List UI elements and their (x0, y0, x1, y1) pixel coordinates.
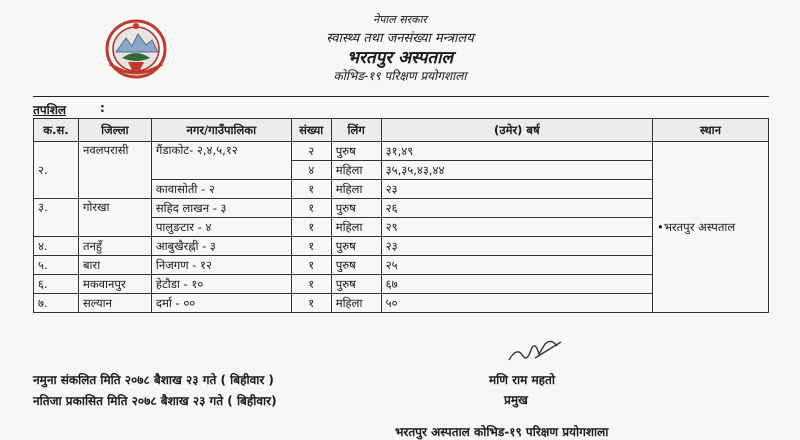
row-district: मकवानपुर (78, 275, 151, 294)
row-sn: ४. (34, 237, 79, 256)
handwritten-signature (505, 334, 565, 366)
row-district: तनहुँ (78, 237, 151, 256)
row-count: १ (291, 180, 331, 199)
row-count: २ (291, 142, 331, 161)
row-gender: पुरुष (331, 275, 381, 294)
details-label: तपशिल (33, 103, 67, 117)
row-sn: ७. (34, 294, 79, 313)
row-age: ५० (381, 294, 652, 313)
row-district: नवलपरासी (78, 142, 151, 199)
header-divider (33, 96, 769, 97)
row-count: ४ (291, 161, 331, 180)
row-gender: पुरुष (331, 256, 381, 275)
row-municipality: गैंडाकोट- २,४,५,१२ (151, 142, 291, 180)
row-count: १ (291, 199, 331, 218)
row-count: १ (291, 256, 331, 275)
table-header-row (34, 119, 769, 142)
row-municipality: दर्मा - ०० (151, 294, 291, 313)
location-cell: •भरतपुर अस्पताल (653, 142, 769, 313)
row-district: गोरखा (78, 199, 151, 237)
col-header-gender: लिंग (331, 119, 381, 142)
row-count: १ (291, 218, 331, 237)
results-table (33, 118, 769, 313)
row-district: सल्यान (78, 294, 151, 313)
row-age: २३ (381, 237, 652, 256)
row-gender: पुरुष (331, 199, 381, 218)
col-header-location: स्थान (653, 119, 769, 142)
row-sn: २. (34, 142, 79, 199)
row-municipality: सहिद लाखन - ३ (151, 199, 291, 218)
lab-title: कोभिड-१९ परिक्षण प्रयोगशाला (333, 69, 467, 83)
row-count: १ (291, 294, 331, 313)
row-sn: ३. (34, 199, 79, 237)
row-gender: पुरुष (331, 142, 381, 161)
row-age: २३ (381, 180, 652, 199)
row-age: २६ (381, 199, 652, 218)
row-gender: महिला (331, 218, 381, 237)
table-row (34, 142, 769, 161)
row-district: बारा (78, 256, 151, 275)
row-municipality: हेटौडा - १० (151, 275, 291, 294)
row-gender: महिला (331, 294, 381, 313)
row-gender: महिला (331, 161, 381, 180)
row-count: १ (291, 237, 331, 256)
row-age: २५ (381, 256, 652, 275)
row-municipality: पालुङटार - ४ (151, 218, 291, 237)
hospital-title: भरतपुर अस्पताल (347, 48, 453, 68)
signer-name: मणि राम महतो (489, 373, 556, 387)
col-header-sn: क.स. (34, 119, 79, 142)
col-header-count: संख्या (291, 119, 331, 142)
government-title: नेपाल सरकार (373, 13, 427, 26)
row-municipality: आबुखैरह्नी - ३ (151, 237, 291, 256)
signer-lab: भरतपुर अस्पताल कोभिड-१९ परिक्षण प्रयोगशाला (395, 425, 609, 439)
row-age: ६७ (381, 275, 652, 294)
col-header-district: जिल्ला (78, 119, 151, 142)
details-colon: : (100, 101, 105, 115)
row-age: २९ (381, 218, 652, 237)
sample-collected-date: नमुना संकलित मिति २०७८ बैशाख २३ गते ( बिहीवार ) (33, 373, 274, 387)
row-age: ३५,३५,४३,४४ (381, 161, 652, 180)
ministry-title: स्वास्थ्य तथा जनसंख्या मन्त्रालय (326, 31, 474, 46)
row-sn: ५. (34, 256, 79, 275)
row-age: ३१,४९ (381, 142, 652, 161)
row-municipality: कावासोती - २ (151, 180, 291, 199)
row-gender: महिला (331, 180, 381, 199)
row-municipality: निजगण - १२ (151, 256, 291, 275)
col-header-age: (उमेर) बर्ष (381, 119, 652, 142)
row-sn: ६. (34, 275, 79, 294)
col-header-municipality: नगर/गाउँपालिका (151, 119, 291, 142)
row-count: १ (291, 275, 331, 294)
signer-title: प्रमुख (504, 393, 528, 407)
row-gender: पुरुष (331, 237, 381, 256)
result-published-date: नतिजा प्रकासित मिति २०७८ बैशाख २३ गते ( बिहीवार) (33, 394, 277, 408)
